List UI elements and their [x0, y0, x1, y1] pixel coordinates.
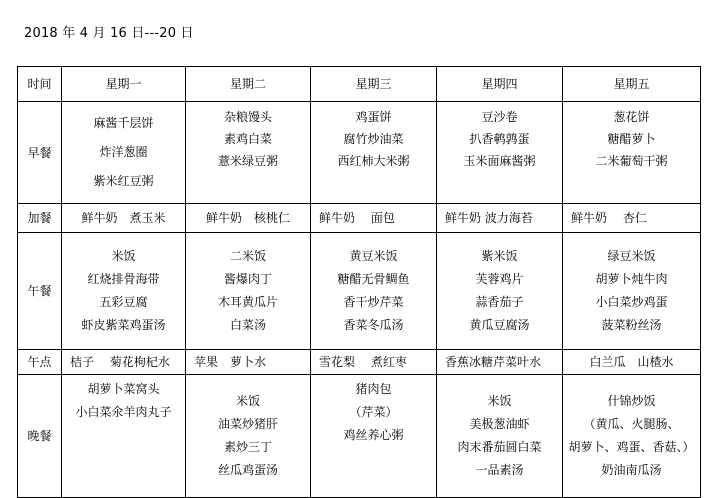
dish: 鲜牛奶 核桃仁: [205, 211, 290, 225]
menu-cell: [62, 204, 186, 233]
table-row-lunch: [18, 233, 701, 350]
dish: 紫米红豆粥: [93, 174, 154, 188]
weekly-menu-table: [17, 66, 701, 498]
meal-label: 晚餐: [18, 375, 62, 498]
menu-cell: [311, 350, 437, 375]
dish: 腐竹炒油菜: [343, 132, 404, 146]
meal-label: 加餐: [18, 204, 62, 233]
dish: 胡萝卜炖牛肉: [595, 272, 668, 286]
menu-cell: [563, 233, 701, 350]
dish: 紫米饭: [481, 249, 518, 263]
dish: 糖醋无骨鲷鱼: [337, 272, 410, 286]
dish: 玉米面麻酱粥: [463, 154, 536, 168]
dish: （芹菜）: [349, 405, 398, 419]
dish: 小白菜炒鸡蛋: [595, 295, 668, 309]
menu-cell: [437, 350, 563, 375]
dish: 糖醋萝卜: [607, 132, 656, 146]
day-header: 星期二: [186, 67, 311, 102]
dish: 麻酱千层饼: [93, 116, 154, 130]
menu-cell: [186, 350, 311, 375]
dish: 蒜香茄子: [475, 295, 524, 309]
dish: 薏米绿豆粥: [217, 154, 278, 168]
dish: 鲜牛奶 杏仁: [571, 211, 647, 225]
day-header: 星期三: [311, 67, 437, 102]
dish: 猪肉包: [355, 382, 392, 396]
day-header: 星期五: [563, 67, 701, 102]
dish: 素炒三丁: [223, 440, 272, 454]
dish: 芙蓉鸡片: [475, 272, 524, 286]
dish: 黄瓜豆腐汤: [469, 318, 530, 332]
dish: 鸡蛋饼: [355, 110, 392, 124]
dish: 菠菜粉丝汤: [601, 318, 662, 332]
menu-cell: [311, 375, 437, 498]
table-row-afternoon-snack: [18, 350, 701, 375]
dish: 炸洋葱圈: [99, 145, 148, 159]
menu-cell: [186, 375, 311, 498]
menu-cell: [62, 375, 186, 498]
menu-cell: [186, 204, 311, 233]
dish: 小白菜氽羊肉丸子: [75, 405, 172, 419]
dish: 鸡丝养心粥: [343, 428, 404, 442]
dish: 奶油南瓜汤: [601, 463, 662, 477]
dish: 香蕉冰糖芹菜叶水: [445, 355, 542, 369]
day-header: 星期一: [62, 67, 186, 102]
meal-label: 早餐: [18, 102, 62, 204]
dish: 米饭: [487, 394, 512, 408]
dish: 木耳黄瓜片: [217, 295, 278, 309]
dish: 虾皮紫菜鸡蛋汤: [81, 318, 166, 332]
dish: 绿豆米饭: [607, 249, 656, 263]
dish: 五彩豆腐: [99, 295, 148, 309]
dish: 一品素汤: [475, 463, 524, 477]
dish: 杂粮馒头: [223, 110, 272, 124]
dish: 酱爆肉丁: [223, 272, 272, 286]
dish: 素鸡白菜: [223, 132, 272, 146]
day-header: 星期四: [437, 67, 563, 102]
dish: 葱花饼: [613, 110, 650, 124]
menu-cell: [311, 102, 437, 204]
menu-cell: [62, 233, 186, 350]
dish: 什锦炒饭: [607, 394, 656, 408]
dish: 油菜炒猪肝: [217, 417, 278, 431]
dish: 红烧排骨海带: [87, 272, 160, 286]
table-header-row: [18, 67, 701, 102]
menu-cell: [437, 233, 563, 350]
meal-label: 午点: [18, 350, 62, 375]
meal-label: 午餐: [18, 233, 62, 350]
dish: 米饭: [111, 249, 136, 263]
table-row-dinner: [18, 375, 701, 498]
time-header: 时间: [18, 67, 62, 102]
menu-cell: [437, 102, 563, 204]
menu-cell: [563, 375, 701, 498]
dish: 苹果 萝卜水: [194, 355, 267, 369]
dish: 香干炒芹菜: [343, 295, 404, 309]
dish: 肉末番茄圆白菜: [457, 440, 542, 454]
dish: 鲜牛奶 煮玉米: [81, 211, 166, 225]
menu-cell: [186, 233, 311, 350]
menu-cell: [311, 204, 437, 233]
menu-cell: [563, 204, 701, 233]
dish: 丝瓜鸡蛋汤: [217, 463, 278, 477]
menu-cell: [311, 233, 437, 350]
menu-cell: [62, 350, 186, 375]
dish: 米饭: [235, 394, 260, 408]
menu-cell: [186, 102, 311, 204]
dish: 扒香鹌鹑蛋: [469, 132, 530, 146]
dish: 黄豆米饭: [349, 249, 398, 263]
dish: 桔子 菊花枸杞水: [70, 355, 170, 369]
dish: 白兰瓜 山楂水: [589, 355, 674, 369]
menu-cell: [563, 350, 701, 375]
dish: 香菜冬瓜汤: [343, 318, 404, 332]
menu-cell: [437, 375, 563, 498]
dish: 二米饭: [229, 249, 266, 263]
table-row-breakfast: [18, 102, 701, 204]
dish: 胡萝卜菜窝头: [87, 382, 160, 396]
dish: 豆沙卷: [481, 110, 518, 124]
menu-cell: [62, 102, 186, 204]
dish: 胡萝卜、鸡蛋、香菇、）: [568, 440, 695, 454]
page-title: 2018 年 4 月 16 日---20 日: [24, 26, 194, 41]
dish: 二米葡萄干粥: [595, 154, 668, 168]
table-row-snack: [18, 204, 701, 233]
dish: （黄瓜、火腿肠、: [583, 417, 680, 431]
dish: 白菜汤: [229, 318, 266, 332]
dish: 鲜牛奶 波力海苔: [445, 211, 533, 225]
dish: 雪花梨 煮红枣: [319, 355, 407, 369]
dish: 美极葱油虾: [469, 417, 530, 431]
menu-cell: [563, 102, 701, 204]
dish: 西红柿大米粥: [337, 154, 410, 168]
menu-cell: [437, 204, 563, 233]
dish: 鲜牛奶 面包: [319, 211, 395, 225]
